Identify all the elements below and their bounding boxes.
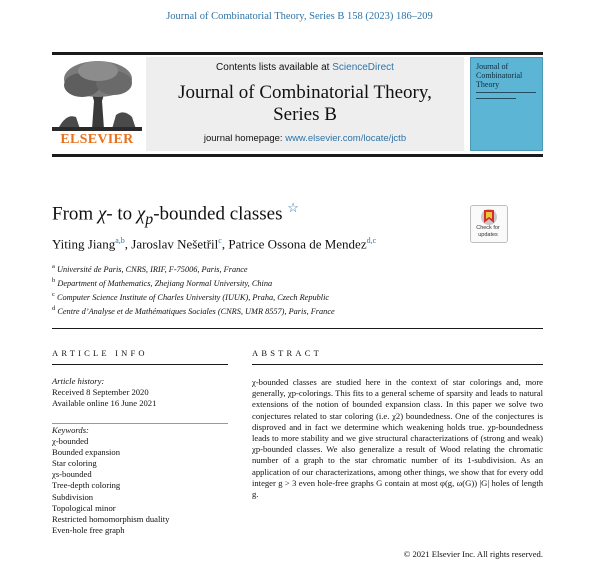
title-chi: χ	[97, 203, 107, 225]
publisher-name: ELSEVIER	[60, 132, 134, 147]
journal-title-line2: Series B	[273, 104, 337, 125]
article-history	[52, 376, 228, 409]
history-label: Article history:	[52, 376, 105, 386]
elsevier-tree-icon	[52, 57, 142, 131]
affiliation-item	[52, 261, 472, 275]
affiliation-text: Department of Mathematics, Zhejiang Normal University, China	[57, 278, 273, 288]
author-name[interactable]: Jaroslav Nešetřil	[131, 236, 219, 252]
contents-prefix: Contents lists available at	[216, 62, 330, 73]
keywords-list	[52, 425, 228, 536]
affiliation-item	[52, 289, 472, 303]
journal-title[interactable]	[146, 82, 464, 126]
keyword-item: Bounded expansion	[52, 447, 121, 458]
keyword-item: Subdivision	[52, 491, 94, 502]
info-heading-rule	[52, 364, 228, 365]
available-date: Available online 16 June 2021	[52, 398, 157, 408]
keywords-label: Keywords:	[52, 425, 89, 435]
affiliations	[52, 261, 472, 317]
title-text: -bounded classes	[153, 203, 283, 225]
title-text: - to	[106, 203, 137, 225]
title-footnote-star-icon[interactable]: ☆	[287, 200, 299, 215]
keywords-rule	[52, 423, 228, 424]
homepage-prefix: journal homepage:	[203, 133, 283, 144]
author-affil-mark[interactable]: d,c	[366, 236, 377, 245]
title-text: From	[52, 203, 98, 225]
title-chi-p: χ	[136, 203, 146, 225]
keyword-item: Even-hole free graph	[52, 524, 125, 535]
cover-title: Journal of Combinatorial Theory	[476, 62, 523, 89]
affiliation-text: Centre d’Analyse et de Mathématiques Sociales (CNRS, UMR 8557), Paris, France	[57, 306, 335, 316]
author-list: Yiting Jiang$^{a,b}$, Jaroslav Nešetřil$^c$, Patrice Ossona de Mendez$^{d,c}$	[52, 236, 377, 252]
contents-line	[146, 62, 464, 73]
abstract-body	[252, 377, 543, 500]
sciencedirect-link[interactable]: ScienceDirect	[332, 62, 394, 73]
check-for-updates-label: Check for updates	[476, 225, 500, 238]
keyword-item: χ-bounded	[52, 436, 89, 447]
journal-homepage	[146, 133, 464, 144]
affiliation-item	[52, 275, 472, 289]
cover-divider	[476, 92, 536, 93]
affiliation-mark: d	[52, 304, 56, 312]
title-subscript: p	[145, 211, 154, 229]
journal-citation[interactable]: Journal of Combinatorial Theory, Series B 158 (2023) 186–209	[166, 11, 433, 22]
abstract-text: χ-bounded classes are studied here in the context of star colorings and, more generally, χp-colorings. This fits to a general scheme of sparsity and leads to natural extensions of the notion of bounded expansion class. In this paper we solve two conjectures related to star coloring (i.e. χ2) boundedness. One of the conjectures is disproved and in fact we determine which weakening holds true. χp-boundedness leads to more stability and we give structural characterizations of (strong and weak) χp-bounded classes. We also generalize a result of Wood relating the chromatic number of a graph to the star chromatic number of its 1-subdivision. As an application of our characterizations, among other things, we show that for every odd integer g > 3 even hole-free graphs G contain at most φ(g, ω(G)) |G| holes of length g.	[252, 377, 543, 500]
journal-title-line1: Journal of Combinatorial Theory,	[178, 82, 432, 103]
affiliation-item	[52, 303, 472, 317]
affiliation-mark: c	[52, 290, 55, 298]
keyword-item: Topological minor	[52, 502, 116, 513]
received-date: Received 8 September 2020	[52, 387, 149, 397]
affiliation-mark: b	[52, 276, 56, 284]
copyright-notice: © 2021 Elsevier Inc. All rights reserved.	[403, 549, 543, 559]
cover-divider-short	[476, 98, 516, 99]
affiliation-text: Computer Science Institute of Charles University (IUUK), Praha, Czech Republic	[56, 292, 330, 302]
author-name[interactable]: Patrice Ossona de Mendez	[228, 236, 367, 252]
keyword-item: Tree-depth coloring	[52, 480, 121, 491]
keyword-item: χs-bounded	[52, 469, 92, 480]
article-info-heading: ARTICLE INFO	[52, 348, 148, 358]
homepage-link[interactable]: www.elsevier.com/locate/jctb	[285, 133, 407, 144]
article-title	[52, 200, 299, 229]
author-affil-mark[interactable]: c	[218, 236, 222, 245]
affiliation-mark: a	[52, 263, 55, 270]
header-top-rule	[52, 52, 543, 55]
abstract-heading-rule	[252, 364, 543, 365]
keyword-item: Star coloring	[52, 458, 97, 469]
keyword-item: Restricted homomorphism duality	[52, 513, 170, 524]
author-affil-mark[interactable]: a,b	[115, 236, 125, 245]
abstract-heading: ABSTRACT	[252, 348, 322, 358]
affiliation-text: Université de Paris, CNRS, IRIF, F-75006, Paris, France	[56, 264, 248, 274]
section-divider	[52, 328, 543, 329]
header-bottom-rule	[52, 154, 543, 157]
author-name[interactable]: Yiting Jiang	[52, 236, 116, 252]
